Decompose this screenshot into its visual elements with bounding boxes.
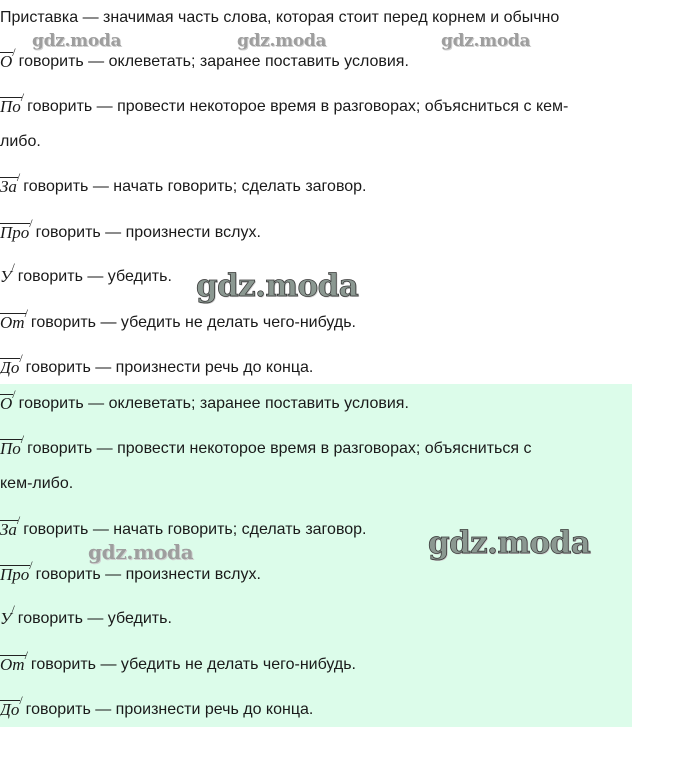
example-line: [0, 693, 314, 720]
definition: говорить — оклеветать; заранее поставить условия.: [18, 395, 409, 412]
watermark: gdz.moda: [32, 31, 122, 51]
prefix-pro: Про: [0, 223, 30, 242]
definition: говорить — начать говорить; сделать заговор.: [23, 521, 367, 538]
watermark: gdz.moda: [441, 31, 531, 51]
prefix-o: О: [0, 52, 13, 71]
definition: говорить — убедить.: [17, 268, 172, 285]
accent-mark: /: [20, 90, 25, 104]
example-line: [0, 513, 367, 540]
watermark: gdz.moda: [428, 525, 591, 561]
prefix-o: О: [0, 394, 13, 413]
accent-mark: /: [16, 513, 21, 527]
prefix-u: У: [0, 267, 12, 286]
example-line: [0, 648, 356, 675]
accent-mark: /: [11, 602, 15, 616]
accent-mark: /: [20, 432, 25, 446]
prefix-ot: От: [0, 655, 25, 674]
definition: говорить — убедить не делать чего-нибудь.: [30, 656, 356, 673]
accent-mark: /: [19, 693, 23, 707]
accent-mark: /: [24, 306, 28, 320]
accent-mark: /: [11, 260, 15, 274]
definition: говорить — убедить не делать чего-нибудь.: [30, 314, 356, 331]
definition: говорить — провести некоторое время в разговорах; объясниться с кем-: [27, 98, 569, 115]
prefix-do: До: [0, 700, 20, 719]
definition: говорить — провести некоторое время в разговорах; объясниться с: [27, 440, 532, 457]
example-line: [0, 45, 409, 72]
example-line-continuation: кем-либо.: [0, 475, 74, 492]
accent-mark: /: [16, 170, 21, 184]
accent-mark: /: [29, 558, 33, 572]
example-line: [0, 387, 409, 414]
prefix-u: У: [0, 609, 12, 628]
example-line: [0, 306, 356, 333]
definition: говорить — произнести вслух.: [35, 224, 261, 241]
prefix-za: За: [0, 177, 17, 196]
watermark: gdz.moda: [88, 540, 194, 564]
accent-mark: /: [24, 648, 28, 662]
definition: говорить — оклеветать; заранее поставить условия.: [18, 53, 409, 70]
accent-mark: /: [19, 351, 23, 365]
example-line: [0, 432, 532, 459]
prefix-po: По: [0, 439, 21, 458]
example-line: [0, 558, 261, 585]
example-line: [0, 90, 569, 117]
prefix-po: По: [0, 97, 21, 116]
prefix-pro: Про: [0, 565, 30, 584]
prefix-za: За: [0, 520, 17, 539]
watermark: gdz.moda: [237, 31, 327, 51]
example-line: [0, 260, 172, 287]
definition: говорить — начать говорить; сделать заговор.: [23, 178, 367, 195]
accent-mark: /: [29, 216, 33, 230]
accent-mark: /: [12, 45, 16, 59]
accent-mark: /: [12, 387, 16, 401]
watermark: gdz.moda: [196, 268, 359, 304]
prefix-do: До: [0, 358, 20, 377]
definition: говорить — произнести речь до конца.: [25, 359, 314, 376]
prefix-ot: От: [0, 313, 25, 332]
definition: говорить — произнести речь до конца.: [25, 701, 314, 718]
intro-text: Приставка — значимая часть слова, которая стоит перед корнем и обычно: [0, 9, 560, 26]
example-line: [0, 351, 314, 378]
example-line: [0, 602, 172, 629]
example-line: [0, 170, 367, 197]
definition: говорить — произнести вслух.: [35, 566, 261, 583]
example-line-continuation: либо.: [0, 133, 41, 150]
example-line: [0, 216, 261, 243]
definition: говорить — убедить.: [17, 610, 172, 627]
